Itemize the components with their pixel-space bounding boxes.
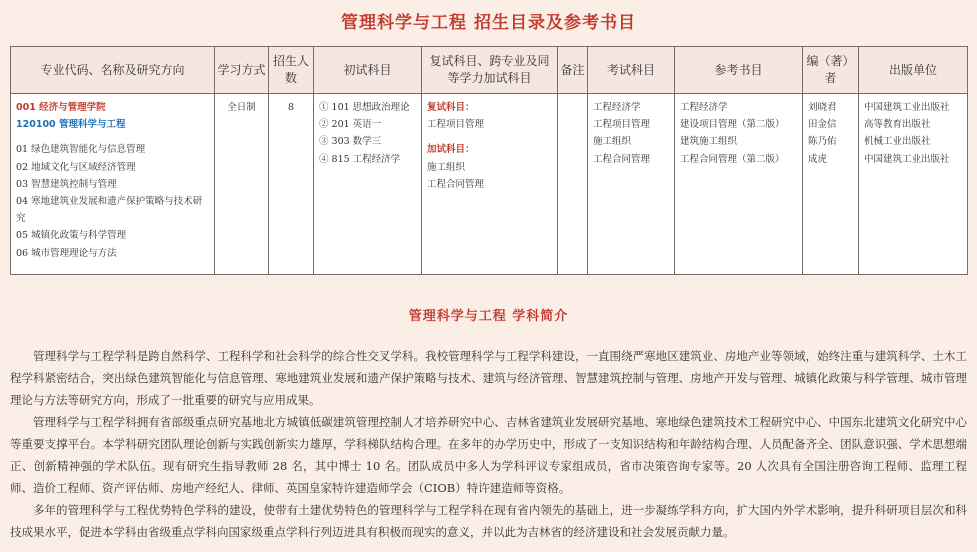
retest-item: 工程项目管理 (427, 119, 485, 131)
intro-paragraph: 管理科学与工程学科是跨自然科学、工程科学和社会科学的综合性交叉学科。我校管理科学与工程学科建设，一直围绕严寒地区建筑业、房地产业等领域，始终注重与建筑科学、土木工程学科紧密结合，突出绿色建筑智能化与信息管理、寒地建筑业发展和遗产保护策略与技术、建筑与经济管理、智慧建筑控制与管理、房地产开发与管理、城镇化政策与科学管理、城市管理理论与方法等研究方向，形成了一批重要的研究与应用成果。 (10, 349, 967, 407)
prelim-item: ① 101 思想政治理论 (319, 102, 410, 113)
major-code: 120100 管理科学与工程 (16, 119, 126, 131)
cell-exam-subjects (588, 94, 675, 275)
book-item: 建筑施工组织 (680, 136, 738, 148)
extra-item: 工程合同管理 (427, 178, 485, 190)
catalog-table (10, 46, 968, 275)
header-enrollment: 招生人数 (269, 47, 314, 94)
header-books: 参考书目 (675, 47, 803, 94)
cell-major (11, 94, 215, 275)
extra-item: 施工组织 (427, 161, 466, 173)
book-item: 建设项目管理（第二版） (680, 119, 785, 131)
exam-subject-item: 工程经济学 (593, 102, 641, 113)
prelim-item: ③ 303 数学三 (319, 136, 382, 148)
cell-publishers (859, 94, 968, 275)
header-retest: 复试科目、跨专业及同等学力加试科目 (422, 47, 558, 94)
direction-item: 02 地域文化与区域经济管理 (16, 161, 136, 173)
header-major: 专业代码、名称及研究方向 (11, 47, 215, 94)
header-author: 编（著）者 (803, 47, 859, 94)
extra-label: 加试科目： (427, 144, 475, 156)
table-row (11, 94, 968, 275)
direction-item: 03 智慧建筑控制与管理 (16, 178, 117, 190)
cell-remark (558, 94, 588, 275)
intro-paragraph: 管理科学与工程学科拥有省部级重点研究基地北方城镇低碳建筑管理控制人才培养研究中心、吉林省建筑业发展研究基地、寒地绿色建筑技术工程研究中心、中国东北建筑文化研究中心等重要支撑平台。本学科研究团队理论创新与实践创新实力雄厚，学科梯队结构合理。在多年的办学历史中，形成了一支知识结构和年龄结构合理、人员配备齐全、团队意识强、学术思想端正、创新精神强的学术队伍。现有研究生指导教师 28 名，其中博士 10 名。团队成员中多人为学科评议专家组成员，省市决策咨询专家等。20 人次具有全国注册咨询工程师、监理工程师、造价工程师、资产评估师、房地产经纪人、律师、英国皇家特许建造师学会（CIOB）特许建造师等资格。 (10, 415, 967, 495)
exam-subject-item: 施工组织 (593, 136, 632, 148)
header-prelim: 初试科目 (314, 47, 422, 94)
exam-subject-item: 工程合同管理 (593, 153, 651, 165)
direction-item: 04 寒地建筑业发展和遗产保护策略与技术研究 (16, 196, 203, 225)
publisher-item: 高等教育出版社 (864, 119, 931, 131)
header-publisher: 出版单位 (859, 47, 968, 94)
intro-paragraph: 多年的管理科学与工程优势特色学科的建设，使带有土建优势特色的管理科学与工程学科在现有省内领先的基础上，进一步凝练学科方向，扩大国内外学术影响，提升科研项目层次和科技成果水平，促进本学科由省级重点学科向国家级重点学科行列迈进具有积极而现实的意义，并以此为吉林省的经济建设和社会发展贡献力量。 (10, 503, 967, 539)
cell-enrollment: 8 (269, 94, 314, 275)
author-item: 成虎 (808, 153, 828, 165)
header-study-mode: 学习方式 (215, 47, 269, 94)
direction-item: 06 城市管理理论与方法 (16, 247, 117, 259)
book-item: 工程经济学 (680, 102, 728, 113)
cell-retest (422, 94, 558, 275)
publisher-item: 中国建筑工业出版社 (864, 153, 950, 165)
table-header-row (11, 47, 968, 94)
header-remark: 备注 (558, 47, 588, 94)
retest-label: 复试科目： (427, 102, 475, 113)
publisher-item: 机械工业出版社 (864, 136, 931, 148)
header-exam-subjects: 考试科目 (588, 47, 675, 94)
cell-study-mode: 全日制 (215, 94, 269, 275)
direction-item: 05 城镇化政策与科学管理 (16, 230, 127, 242)
exam-subject-item: 工程项目管理 (593, 119, 651, 131)
cell-authors (803, 94, 859, 275)
page-title: 管理科学与工程 招生目录及参考书目 (341, 13, 636, 33)
dept-name: 001 经济与管理学院 (16, 102, 106, 113)
intro-title: 管理科学与工程 学科简介 (408, 309, 569, 324)
author-item: 陈乃佑 (808, 136, 837, 148)
direction-item: 01 绿色建筑智能化与信息管理 (16, 144, 146, 156)
prelim-item: ② 201 英语一 (319, 119, 382, 131)
author-item: 刘晓君 (808, 102, 837, 113)
publisher-item: 中国建筑工业出版社 (864, 102, 950, 113)
book-item: 工程合同管理（第二版） (680, 153, 785, 165)
prelim-item: ④ 815 工程经济学 (319, 153, 401, 165)
author-item: 田金信 (808, 119, 837, 131)
cell-books (675, 94, 803, 275)
cell-prelim (314, 94, 422, 275)
intro-section (10, 345, 967, 543)
